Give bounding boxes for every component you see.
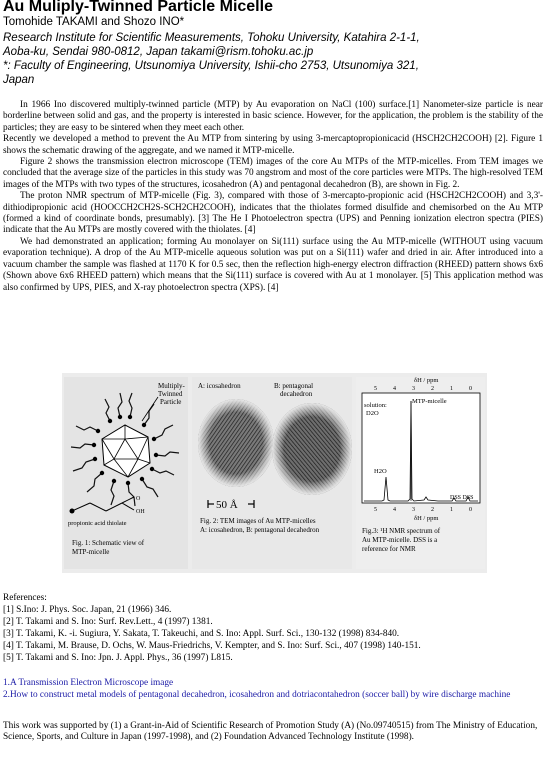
acknowledgement: This work was supported by (1) a Grant-in-Aid of Scientific Research of Promotion Study (A) (No.09740515) from The Ministry of Education, Science, Sports, and Culture in Japan (1997-1998), and (2) Foundation Advanced Technology Institute (1998). (3, 721, 538, 743)
svg-text:OH: OH (136, 509, 145, 515)
fig2-caption: A: icosahedron, B: pentagonal decahedron (200, 526, 320, 534)
fig3-nmr-spectrum (356, 377, 485, 569)
tem-label-a: A: icosahedron (198, 382, 241, 390)
reference-item: [1] S.Ino: J. Phys. Soc. Japan, 21 (1966) 346. (3, 605, 172, 615)
nmr-dss-label: DSS DSS (450, 495, 474, 501)
nmr-tick-label: 3 (412, 386, 415, 392)
fig3-caption: Fig.3: ¹H NMR spectrum of (362, 527, 441, 535)
reference-item: [4] T. Takami, M. Brause, D. Ochs, W. Maus-Friedrichs, V. Kempter, and S. Ino: Surf. Sci., 407 (1998) 140-151. (3, 641, 421, 651)
nmr-axis-label: δH / ppm (414, 377, 439, 384)
nmr-axis-label: δH / ppm (414, 515, 439, 522)
references-heading: References: (3, 593, 47, 603)
reference-item: [5] T. Takami and S. Ino: Jpn. J. Appl. Phys., 36 (1997) L815. (3, 653, 233, 663)
nmr-tick-label: 2 (431, 507, 434, 513)
figure-panel (62, 373, 487, 573)
paragraph: Figure 2 shows the transmission electron microscope (TEM) images of the core Au MTPs of the MTP-micelles. From TEM images we concluded that the average size of the particles in this study was 70 angstrom and most of the core particles were MTPs. The high-resolved TEM images of the MTPs with two types of the structures, icosahedron (A) and pentagonal decahedron (B), are shown in Fig. 2. (3, 157, 543, 190)
paragraph: Recently we developed a method to prevent the Au MTP from sintering by using 3-mercaptopropionicacid (HSCH2CH2COOH) [2]. Figure 1 shows the schematic drawing of the aggregate, and we named it MTP-micelle. (3, 134, 543, 156)
nmr-tick-label: 5 (374, 507, 377, 513)
paragraph: We had demonstrated an application; forming Au monolayer on Si(111) surface using the Au MTP-micelle (WITHOUT using vacuum evaporation technique). A drop of the Au MTP-micelle aqueous solution was put on a Si(111) wafer and dried in air. After introduced into a vacuum chamber the sample was flashed at 1170 K for 0.5 sec, then the reflection high-energy electron diffraction (RHEED) pattern shows 6x6 (Shown above 6x6 RHEED pattern) which means that the Si(111) surface is covered with Au at 1 monolayer. [5] This application method was also confirmed by UPS, PIES, and X-ray photoelectron spectra (XPS). [4] (3, 236, 543, 293)
fig1-label: Multiply- (158, 382, 185, 390)
tem-label-b: decahedron (280, 390, 313, 398)
nmr-h2o-label: H2O (374, 468, 387, 475)
link-tem-image[interactable]: 1.A Transmission Electron Microscope image (3, 678, 174, 688)
thiolate-label: propionic acid thiolate (68, 520, 127, 527)
fig1-schematic (64, 377, 188, 569)
fig1-caption: Fig. 1: Schematic view of (72, 539, 145, 547)
fig3-caption: Au MTP-micelle. DSS is a (362, 536, 438, 544)
fig2-tem-images (192, 377, 352, 569)
nmr-tick-label: 1 (450, 386, 453, 392)
link-metal-models[interactable]: 2.How to construct metal models of pentagonal decahedron, icosahedron and dotriacontahedron (soccer ball) by wire discharge machine (3, 690, 511, 700)
affiliation-line: Aoba-ku, Sendai 980-0812, Japan takami@rism.tohoku.ac.jp (3, 46, 314, 58)
paragraph: The proton NMR spectrum of MTP-micelle (Fig. 3), compared with those of 3-mercapto-propionic acid (HSCH2CH2COOH) and 3,3'-dithiodipropionic acid (HOOCCH2CH2S-SCH2CH2COOH), indicates that the thiolates formed disulfide and chemisorbed on the Au MTP (formed a kind of coordinate bonds, presumably). [3] The He I Photoelectron spectra (UPS) and Penning ionization electron spectra (PIES) indicate that the Au MTPs are mostly covered with the thiolates. [4] (3, 191, 543, 236)
nmr-tick-label: 3 (412, 507, 415, 513)
nmr-tick-label: 5 (374, 386, 377, 392)
fig2-caption: Fig. 2: TEM images of Au MTP-micelles (200, 517, 316, 525)
references (3, 592, 421, 664)
fig3-caption: reference for NMR (362, 545, 416, 553)
paragraph: In 1966 Ino discovered multiply-twinned particle (MTP) by Au evaporation on NaCl (100) surface.[1] Nanometer-size particle is near borderline between solid and gas, and the property is interested in basic science. However, for the application, the problem is the stability of the particles; they are easy to be sintered when they meet each other. (3, 100, 543, 133)
scale-bar-label: 50 Å (216, 499, 238, 511)
affiliation-line: *: Faculty of Engineering, Utsunomiya University, Ishii-cho 2753, Utsunomiya 321, (3, 60, 419, 72)
nmr-solution-label: solution: (364, 402, 387, 409)
fig1-caption: MTP-micelle (72, 548, 110, 556)
nmr-tick-label: 2 (431, 386, 434, 392)
nmr-tick-label: 0 (469, 386, 472, 392)
nmr-tick-label: 4 (393, 386, 396, 392)
reference-item: [2] T. Takami and S. Ino: Surf. Rev.Lett., 4 (1997) 1381. (3, 617, 213, 627)
related-links (3, 677, 543, 701)
nmr-tick-label: 0 (469, 507, 472, 513)
svg-text:O: O (136, 496, 141, 502)
nmr-solution-label: D2O (366, 410, 379, 417)
tem-label-b: B: pentagonal (274, 382, 314, 390)
reference-item: [3] T. Takami, K. -i. Sugiura, Y. Sakata, T. Takeuchi, and S. Ino: Appl. Surf. Sci., 130-132 (1998) 834-840. (3, 629, 400, 639)
affiliation-line: Japan (3, 74, 35, 86)
nmr-mtp-label: MTP-micelle (412, 398, 447, 405)
affiliation-line: Research Institute for Scientific Measurements, Tohoku University, Katahira 2-1-1, (3, 32, 420, 44)
nmr-tick-label: 1 (450, 507, 453, 513)
paper-title: Au Muliply-Twinned Particle Micelle (3, 0, 273, 15)
nmr-tick-label: 4 (393, 507, 396, 513)
paper-body (3, 100, 543, 294)
authors: Tomohide TAKAMI and Shozo INO* (3, 16, 185, 28)
fig1-label: Twinned (158, 390, 183, 398)
fig1-label: Particle (160, 398, 182, 406)
